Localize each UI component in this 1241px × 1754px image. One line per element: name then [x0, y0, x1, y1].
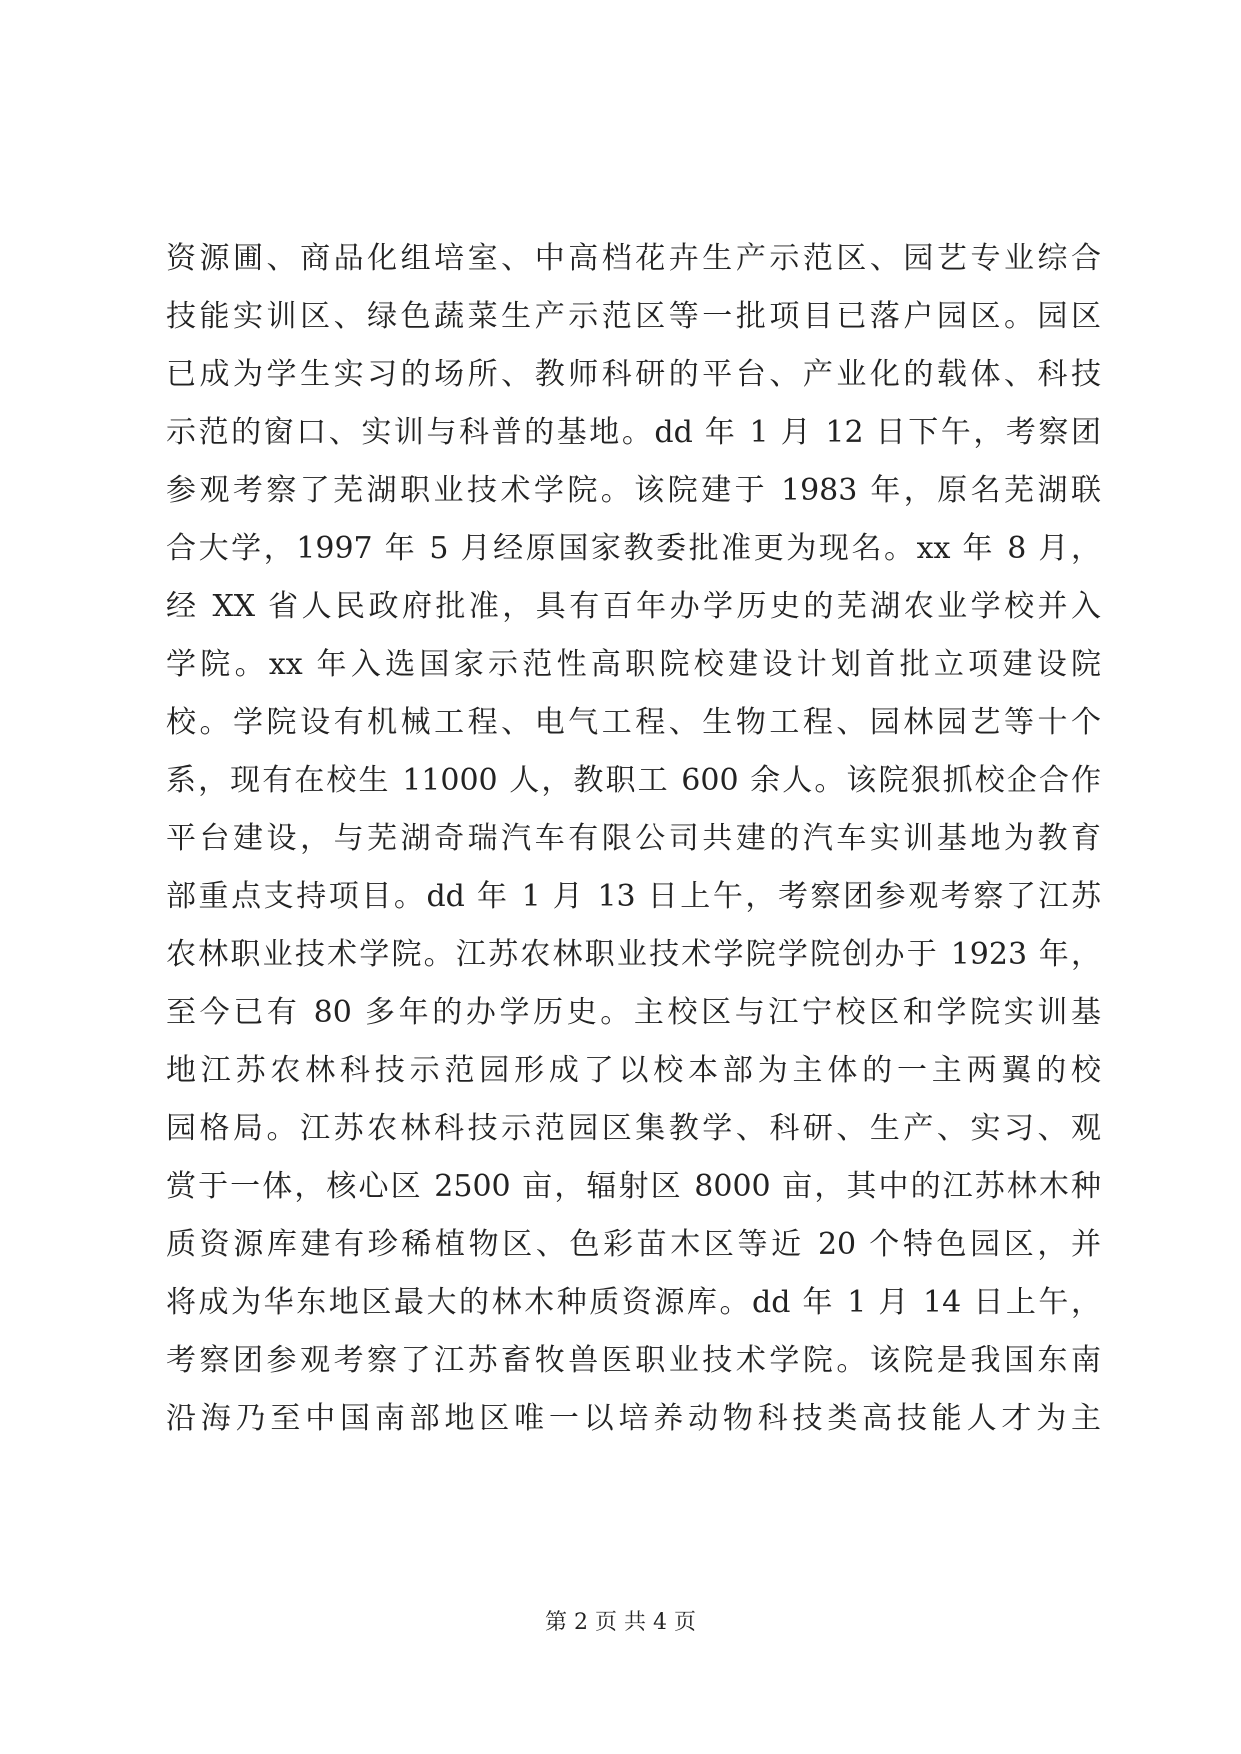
body-text	[166, 230, 1101, 1448]
text-line-20: 考察团参观考察了江苏畜牧兽医职业技术学院。该院是我国东南	[166, 1343, 1101, 1378]
text-line-18: 质资源库建有珍稀植物区、色彩苗木区等近 20 个特色园区，并	[166, 1227, 1101, 1262]
text-line-5: 参观考察了芜湖职业技术学院。该院建于 1983 年，原名芜湖联	[166, 473, 1101, 508]
text-line-15: 地江苏农林科技示范园形成了以校本部为主体的一主两翼的校	[166, 1053, 1101, 1088]
page-footer	[0, 1608, 1241, 1638]
text-line-7: 经 XX 省人民政府批准，具有百年办学历史的芜湖农业学校并入	[166, 589, 1101, 624]
page-number: 第 2 页 共 4 页	[545, 1610, 696, 1635]
text-line-13: 农林职业技术学院。江苏农林职业技术学院学院创办于 1923 年，	[166, 937, 1101, 972]
text-line-19: 将成为华东地区最大的林木种质资源库。dd 年 1 月 14 日上午，	[166, 1285, 1101, 1320]
text-line-12: 部重点支持项目。dd 年 1 月 13 日上午，考察团参观考察了江苏	[166, 879, 1101, 914]
text-line-9: 校。学院设有机械工程、电气工程、生物工程、园林园艺等十个	[166, 705, 1101, 740]
text-line-17: 赏于一体，核心区 2500 亩，辐射区 8000 亩，其中的江苏林木种	[166, 1169, 1101, 1204]
text-line-10: 系，现有在校生 11000 人，教职工 600 余人。该院狠抓校企合作	[166, 763, 1101, 798]
text-line-14: 至今已有 80 多年的办学历史。主校区与江宁校区和学院实训基	[166, 995, 1101, 1030]
text-line-4: 示范的窗口、实训与科普的基地。dd 年 1 月 12 日下午，考察团	[166, 415, 1101, 450]
text-line-3: 已成为学生实习的场所、教师科研的平台、产业化的载体、科技	[166, 357, 1101, 392]
text-line-1: 资源圃、商品化组培室、中高档花卉生产示范区、园艺专业综合	[166, 241, 1101, 276]
text-line-6: 合大学，1997 年 5 月经原国家教委批准更为现名。xx 年 8 月，	[166, 531, 1101, 566]
text-line-2: 技能实训区、绿色蔬菜生产示范区等一批项目已落户园区。园区	[166, 299, 1101, 334]
text-line-21: 沿海乃至中国南部地区唯一以培养动物科技类高技能人才为主	[166, 1401, 1101, 1436]
text-line-16: 园格局。江苏农林科技示范园区集教学、科研、生产、实习、观	[166, 1111, 1101, 1146]
text-line-8: 学院。xx 年入选国家示范性高职院校建设计划首批立项建设院	[166, 647, 1101, 682]
text-line-11: 平台建设，与芜湖奇瑞汽车有限公司共建的汽车实训基地为教育	[166, 821, 1101, 856]
